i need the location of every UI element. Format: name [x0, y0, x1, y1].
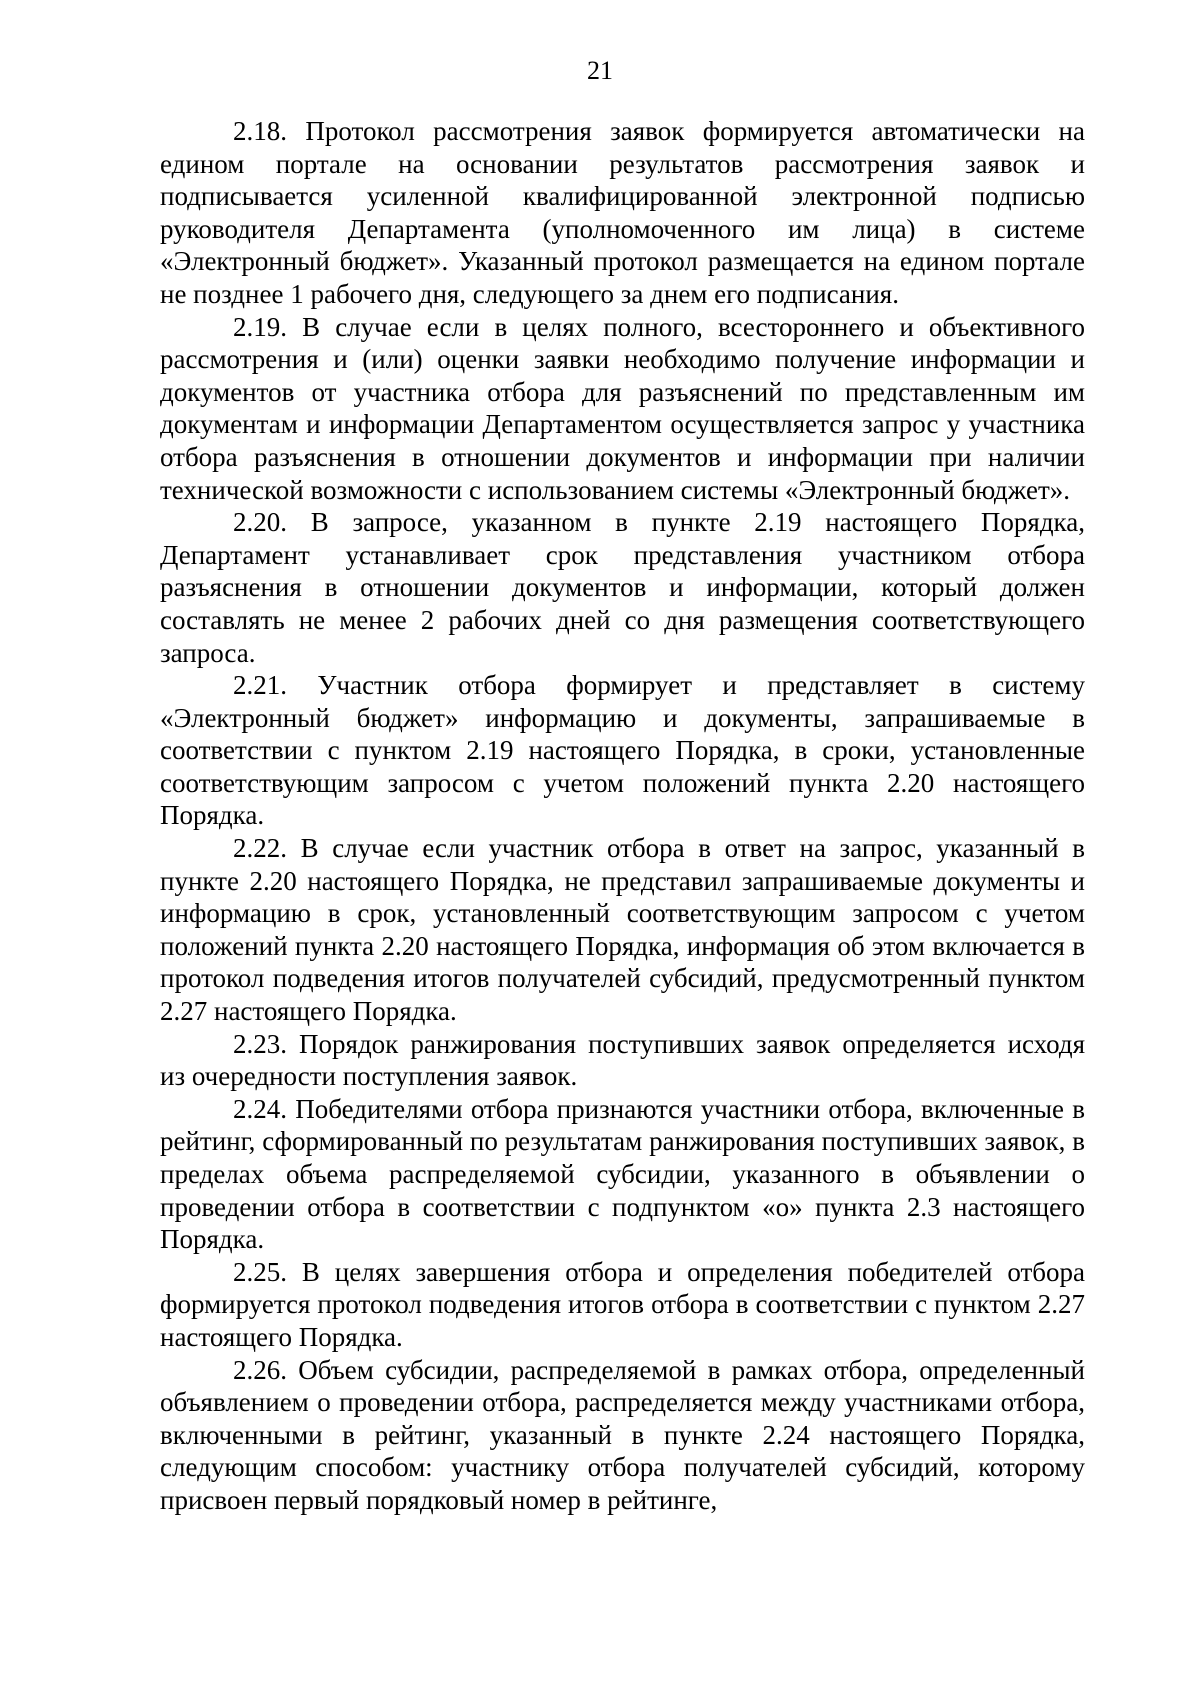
paragraph-2-26: 2.26. Объем субсидии, распределяемой в рамках отбора, определенный объявлением о проведении отбора, распределяется между участниками отбора, включенными в рейтинг, указанный в пункте 2.24 настоящего Порядка, следующим способом: участнику отбора получателей субсидий, которому присвоен первый порядковый номер в рейтинге, [160, 1354, 1085, 1515]
page-number: 21 [587, 56, 613, 85]
paragraph-2-19: 2.19. В случае если в целях полного, всестороннего и объективного рассмотрения и (или) оценки заявки необходимо получение информации и документов от участника отбора для разъяснений по представленным им документам и информации Департаментом осуществляется запрос у участника отбора разъяснения в отношении документов и информации при наличии технической возможности с использованием системы «Электронный бюджет». [160, 311, 1085, 505]
paragraph-2-24: 2.24. Победителями отбора признаются участники отбора, включенные в рейтинг, сформированный по результатам ранжирования поступивших заявок, в пределах объема распределяемой субсидии, указанного в объявлении о проведении отбора в соответствии с подпунктом «о» пункта 2.3 настоящего Порядка. [160, 1093, 1085, 1255]
paragraph-2-21: 2.21. Участник отбора формирует и представляет в систему «Электронный бюджет» информацию и документы, запрашиваемые в соответствии с пунктом 2.19 настоящего Порядка, в сроки, установленные соответствующим запросом с учетом положений пункта 2.20 настоящего Порядка. [160, 670, 1085, 831]
paragraph-2-23: 2.23. Порядок ранжирования поступивших заявок определяется исходя из очередности поступления заявок. [160, 1028, 1085, 1092]
paragraph-2-22: 2.22. В случае если участник отбора в ответ на запрос, указанный в пункте 2.20 настоящего Порядка, не представил запрашиваемые документы и информацию в срок, установленный соответствующим запросом с учетом положений пункта 2.20 настоящего Порядка, информация об этом включается в протокол подведения итогов получателей субсидий, предусмотренный пунктом 2.27 настоящего Порядка. [160, 833, 1085, 1027]
paragraph-2-20: 2.20. В запросе, указанном в пункте 2.19 настоящего Порядка, Департамент устанавливает срок представления участником отбора разъяснения в отношении документов и информации, который должен составлять не менее 2 рабочих дней со дня размещения соответствующего запроса. [160, 507, 1085, 668]
paragraph-2-25: 2.25. В целях завершения отбора и определения победителей отбора формируется протокол подведения итогов отбора в соответствии с пунктом 2.27 настоящего Порядка. [160, 1256, 1085, 1352]
document-body [160, 115, 1085, 1517]
paragraph-2-18: 2.18. Протокол рассмотрения заявок формируется автоматически на едином портале на основании результатов рассмотрения заявок и подписывается усиленной квалифицированной электронной подписью руководителя Департамента (уполномоченного им лица) в системе «Электронный бюджет». Указанный протокол размещается на едином портале не позднее 1 рабочего дня, следующего за днем его подписания. [160, 116, 1085, 309]
